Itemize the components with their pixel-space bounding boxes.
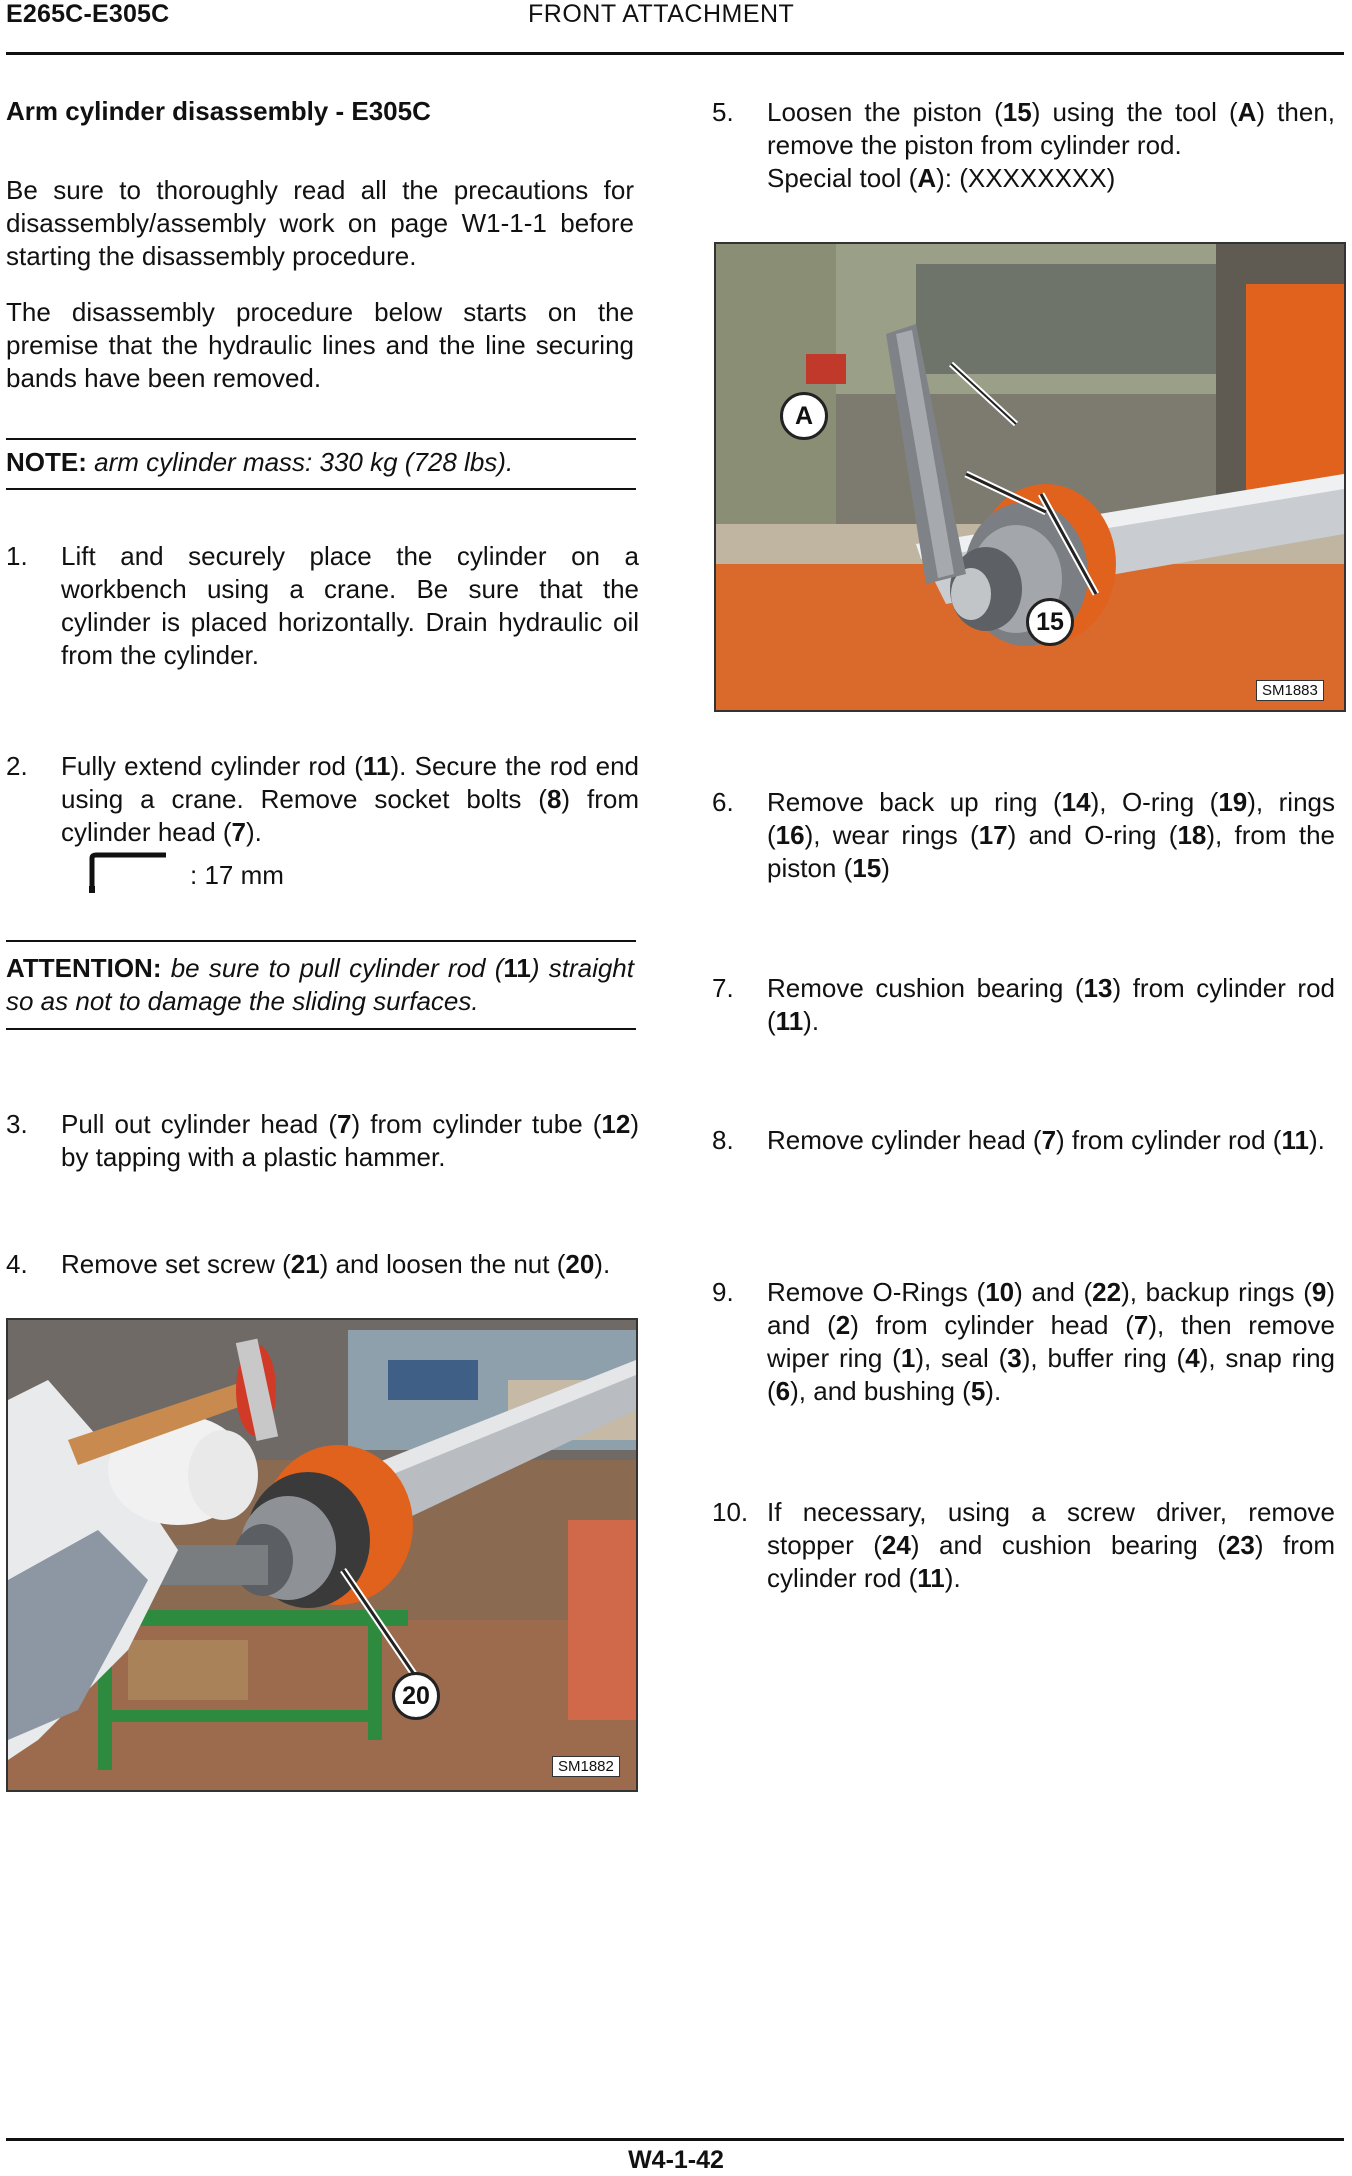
part-ref: 7	[1133, 1310, 1149, 1340]
part-ref: 1	[900, 1343, 916, 1373]
step-1	[6, 540, 640, 680]
part-ref: 10	[985, 1277, 1015, 1307]
intro-paragraph-2: The disassembly procedure below starts on the premise that the hydraulic lines and the line securing bands have been removed.	[6, 297, 634, 393]
part-ref: 22	[1092, 1277, 1122, 1307]
part-ref: 20	[565, 1249, 595, 1279]
part-ref: 7	[1041, 1125, 1057, 1155]
part-ref: 12	[601, 1109, 631, 1139]
page-number: W4-1-42	[628, 2146, 724, 2174]
part-ref: 18	[1177, 820, 1207, 850]
step-number: 8.	[712, 1125, 734, 1155]
step-number: 6.	[712, 787, 734, 817]
part-ref: 16	[775, 820, 805, 850]
step-7	[712, 972, 1346, 1042]
part-ref: 15	[1002, 97, 1032, 127]
wrench-size-label: : 17 mm	[190, 860, 284, 890]
note-box	[6, 446, 634, 479]
callout-20: 20	[392, 1672, 440, 1720]
step-5	[712, 96, 1346, 196]
step-text: Remove cylinder head (7) from cylinder rod (11).	[767, 1125, 1325, 1155]
part-ref: 11	[362, 751, 391, 781]
document-section-title: FRONT ATTACHMENT	[528, 0, 795, 28]
footer-rule	[6, 2138, 1344, 2141]
part-ref: A	[1237, 97, 1257, 127]
attention-rule-bottom	[6, 1028, 636, 1030]
part-ref: 17	[978, 820, 1008, 850]
part-ref: 3	[1007, 1343, 1022, 1373]
figure-sm1882-illustration	[8, 1320, 636, 1790]
step-text: Fully extend cylinder rod (11). Secure the rod end using a crane. Remove socket bolts (8) from cylinder head (7).	[61, 751, 639, 847]
special-tool-ref: A	[917, 163, 937, 193]
step-number: 5.	[712, 97, 734, 127]
part-ref: 24	[881, 1530, 911, 1560]
step-text: Remove O-Rings (10) and (22), backup rings (9) and (2) from cylinder head (7), then remove wiper ring (1), seal (3), buffer ring (4), snap ring (6), and bushing (5).	[767, 1277, 1335, 1406]
note-rule-bottom	[6, 488, 636, 490]
part-ref: 14	[1061, 787, 1091, 817]
figure-id-tag: SM1883	[1256, 680, 1324, 701]
header-rule	[6, 52, 1344, 55]
figure-id-tag: SM1882	[552, 1756, 620, 1777]
step-3	[6, 1108, 640, 1178]
part-ref: 8	[546, 784, 562, 814]
part-ref: 7	[231, 817, 247, 847]
step-number: 3.	[6, 1109, 28, 1139]
special-tool-pre: Special tool (	[767, 163, 918, 193]
step-10	[712, 1496, 1346, 1596]
attention-text-pre: be sure to pull cylinder rod (	[170, 953, 504, 983]
part-ref: 13	[1083, 973, 1113, 1003]
step-text: Remove cushion bearing (13) from cylinder rod (11).	[767, 973, 1336, 1036]
document-model: E265C-E305C	[6, 0, 170, 28]
attention-ref: 11	[503, 953, 531, 983]
attention-label: ATTENTION:	[6, 953, 162, 983]
part-ref: 4	[1185, 1343, 1200, 1373]
step-6	[712, 786, 1346, 886]
step-number: 4.	[6, 1249, 28, 1279]
part-ref: 19	[1218, 787, 1248, 817]
section-heading: Arm cylinder disassembly - E305C	[6, 96, 431, 126]
step-text: Pull out cylinder head (7) from cylinder tube (12) by tapping with a plastic hammer.	[61, 1109, 640, 1172]
figure-sm1882	[6, 1318, 638, 1792]
part-ref: 5	[970, 1376, 986, 1406]
part-ref: 6	[775, 1376, 791, 1406]
step-number: 7.	[712, 973, 734, 1003]
step-text: Lift and securely place the cylinder on a workbench using a crane. Be sure that the cylinder is placed horizontally. Drain hydraulic oil from the cylinder.	[61, 541, 639, 670]
attention-text-post: ) straight so as not to damage the sliding surfaces.	[6, 953, 634, 1016]
step-text: Remove set screw (21) and loosen the nut (20).	[61, 1249, 611, 1279]
intro-paragraph-1: Be sure to thoroughly read all the precautions for disassembly/assembly work on page W1-1-1 before starting the disassembly procedure.	[6, 175, 634, 271]
part-ref: 2	[835, 1310, 851, 1340]
part-ref: 21	[290, 1249, 320, 1279]
step-4	[6, 1248, 646, 1284]
step-number: 1.	[6, 541, 28, 571]
part-ref: 15	[852, 853, 882, 883]
note-label: NOTE:	[6, 447, 87, 477]
callout-15: 15	[1026, 598, 1074, 646]
part-ref: 7	[337, 1109, 352, 1139]
hex-wrench-icon	[88, 852, 168, 894]
step-number: 2.	[6, 751, 28, 781]
part-ref: 9	[1311, 1277, 1327, 1307]
figure-sm1883-illustration	[716, 244, 1344, 710]
step-number: 10.	[712, 1497, 749, 1527]
callout-a: A	[780, 392, 828, 440]
step-8	[712, 1124, 1346, 1194]
step-text: Loosen the piston (15) using the tool (A) then, remove the piston from cylinder rod.	[767, 97, 1336, 160]
special-tool-code: ): (XXXXXXXX)	[936, 163, 1116, 193]
part-ref: 23	[1225, 1530, 1255, 1560]
figure-sm1883	[714, 242, 1346, 712]
part-ref: 11	[775, 1006, 804, 1036]
attention-rule-top	[6, 940, 636, 942]
attention-box	[6, 952, 634, 1018]
note-text: arm cylinder mass: 330 kg (728 lbs).	[94, 447, 514, 477]
part-ref: 11	[1281, 1125, 1309, 1155]
step-number: 9.	[712, 1277, 734, 1307]
step-text: Remove back up ring (14), O-ring (19), rings (16), wear rings (17) and O-ring (18), from the piston (15)	[767, 787, 1335, 883]
step-text: If necessary, using a screw driver, remove stopper (24) and cushion bearing (23) from cylinder rod (11).	[767, 1497, 1335, 1593]
note-rule-top	[6, 438, 636, 440]
step-9	[712, 1276, 1346, 1412]
step-2	[6, 750, 640, 850]
special-tool-label	[767, 162, 1115, 195]
part-ref: 11	[917, 1563, 945, 1593]
